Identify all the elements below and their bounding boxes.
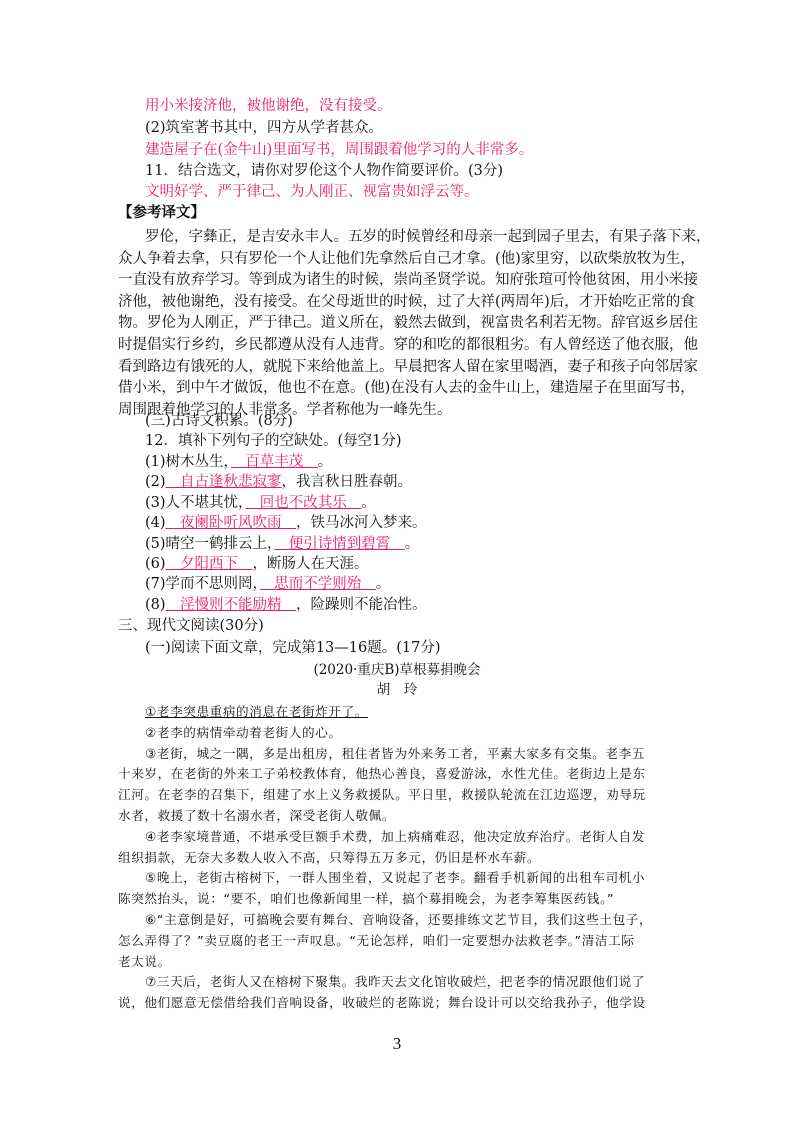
article-line: ⑦三天后，老街人又在榕树下聚集。我昨天去文化馆收破烂，把老李的情况跟他们说了: [145, 974, 646, 990]
translation-line: 物。罗伦为人刚正，严于律己。道义所在，毅然去做到，视富贵名利若无物。辞官返乡居住: [118, 315, 698, 332]
fill-in-prefix: (4): [145, 515, 166, 532]
fill-in-answer: 夕阳西下: [165, 556, 253, 572]
modern-heading: 三、现代文阅读(30分): [118, 618, 264, 634]
article-line: ⑥“主意倒是好，可搞晚会要有舞台、音响设备，还要排练文艺节目，我们这些土包子，: [145, 912, 653, 927]
fill-in-item: [145, 595, 427, 615]
translation-heading: 【参考译文】: [118, 204, 205, 221]
question-11: 11．结合选文，请你对罗伦这个人物作简要评价。(3分): [145, 163, 503, 179]
answer-11: 文明好学、严于律己、为人刚正、视富贵如浮云等。: [145, 184, 479, 200]
fill-in-answer: 自古逢秋悲寂寥: [165, 474, 282, 491]
translation-line: 一直没有放弃学习。等到成为诸生的时候，崇尚圣贤学说。知府张瑄可怜他贫困，用小米接: [118, 272, 698, 289]
page-number: 3: [392, 1034, 402, 1053]
article-line: 组织捐款，无奈大多数人收入不高，只筹得五万多元，仍旧是杯水车薪。: [118, 849, 541, 865]
fill-in-prefix: (7)学而不思则罔，: [145, 576, 260, 593]
translation-line: 周围跟着他学习的人非常多。学者称他为一峰先生。: [118, 401, 452, 418]
fill-in-item: [145, 554, 369, 574]
fill-in-suffix: ，铁马冰河入梦来。: [296, 515, 427, 532]
fill-in-item: [145, 472, 412, 492]
fill-in-suffix: 。: [317, 454, 333, 470]
article-line: 十来岁，在老街的外来工子弟校教体育，他热心善良，喜爱游泳，水性尤佳。老街边上是东: [118, 766, 646, 782]
article-line: 陈突然抬头，说：“要不，咱们也像新闻里一样，搞个募捐晚会，为老李筹集医药钱。”: [118, 891, 615, 907]
translation-line: 众人争着去拿，只有罗伦一个人让他们先拿然后自己才拿。(他)家里穷，以砍柴放牧为生，: [118, 250, 695, 267]
fill-in-answer: 夜阑卧听风吹雨: [165, 515, 297, 532]
fill-in-suffix: ，我言秋日胜春朝。: [281, 474, 413, 491]
fill-in-suffix: 。: [375, 576, 391, 593]
fill-in-prefix: (2): [145, 474, 166, 491]
article-line: 怎么弄得了？”卖豆腐的老王一声叹息。“无论怎样，咱们一定要想办法救老李。”清洁工际: [118, 932, 635, 948]
section3-heading: (三)古诗文积累。(8分): [145, 413, 293, 429]
article-line: 老太说。: [118, 953, 171, 969]
answer-line-3: 建造屋子在(金牛山)里面写书，周围跟着他学习的人非常多。: [145, 142, 534, 158]
fill-in-item: [145, 513, 427, 533]
translation-line: 看到路边有饿死的人，就脱下来给他盖上。早晨把客人留在家里喝酒，妻子和孩子向邻居家: [118, 358, 698, 375]
fill-in-suffix: ，断肠人在天涯。: [252, 556, 369, 572]
article-line: 江河。在老李的召集下，组建了水上义务救援队。平日里，救援队轮流在江边巡逻，劝导玩: [118, 787, 646, 803]
fill-in-prefix: (5)晴空一鹤排云上，: [145, 535, 275, 552]
article-line: 水者，救援了数十名溺水者，深受老街人敬佩。: [118, 808, 396, 823]
fill-in-answer: 淫慢则不能励精: [165, 596, 297, 613]
fill-in-answer: 回也不改其乐: [245, 494, 362, 511]
modern-subheading: (一)阅读下面文章，完成第13—16题。(17分): [145, 640, 441, 656]
article-author: 胡 玲: [376, 682, 418, 698]
article-line: 说，他们愿意无偿借给我们音响设备，收破烂的老陈说；舞台设计可以交给我孙子，他学设: [118, 995, 646, 1011]
article-line: ③老街，城之一隅，多是出租房，租住者皆为外来务工者，平素大家多有交集。老李五: [145, 745, 646, 761]
fill-in-prefix: (6): [145, 556, 166, 572]
fill-in-item: [145, 452, 332, 472]
article-line: ⑤晚上，老街古榕树下，一群人围坐着，又说起了老李。翻看手机新闻的出租车司机小: [145, 870, 646, 886]
fill-in-prefix: (3)人不堪其忧，: [145, 494, 246, 511]
fill-in-answer: 思而不学则殆: [259, 576, 376, 593]
article-line: ④老李家境普通，不堪承受巨额手术费，加上病痛难忍，他决定放弃治疗。老街人自发: [145, 828, 646, 844]
fill-in-prefix: (1)树木丛生，: [145, 454, 231, 470]
translation-line: 罗伦，字彝正，是吉安永丰人。五岁的时候曾经和母亲一起到园子里去，有果子落下来，: [145, 229, 711, 245]
fill-in-answer: 便引诗情到碧霄: [274, 535, 405, 552]
fill-in-item: [145, 534, 419, 554]
fill-in-answer: 百草丰茂: [230, 454, 318, 470]
fill-in-item: [145, 574, 390, 594]
fill-in-suffix: ，险躁则不能冶性。: [296, 596, 427, 613]
article-line: ①老李突患重病的消息在老街炸开了。: [145, 704, 368, 719]
answer-line-1: 用小米接济他，被他谢绝，没有接受。: [145, 98, 392, 114]
fill-in-suffix: 。: [361, 494, 376, 511]
article-line: ②老李的病情牵动着老街人的心。: [145, 724, 342, 740]
fill-in-suffix: 。: [404, 535, 420, 552]
translation-line: 济他，被他谢绝，没有接受。在父母逝世的时候，过了大祥(两周年)后，才开始吃正常的食: [118, 293, 695, 310]
article-title: (2020·重庆B)草根募捐晚会: [313, 662, 481, 678]
question-line-2: (2)筑室著书其中，四方从学者甚众。: [145, 120, 384, 136]
translation-line: 时提倡实行乡约，乡民都遵从没有人违背。穿的和吃的都很粗劣。有人曾经送了他衣服，他: [118, 337, 698, 353]
fill-in-item: [145, 493, 376, 513]
translation-line: 借小米，到中午才做饭，他也不在意。(他)在没有人去的金牛山上，建造屋子在里面写书，: [118, 380, 695, 397]
fill-in-prefix: (8): [145, 596, 166, 613]
question-12: 12．填补下列句子的空缺处。(每空1分): [145, 433, 402, 449]
